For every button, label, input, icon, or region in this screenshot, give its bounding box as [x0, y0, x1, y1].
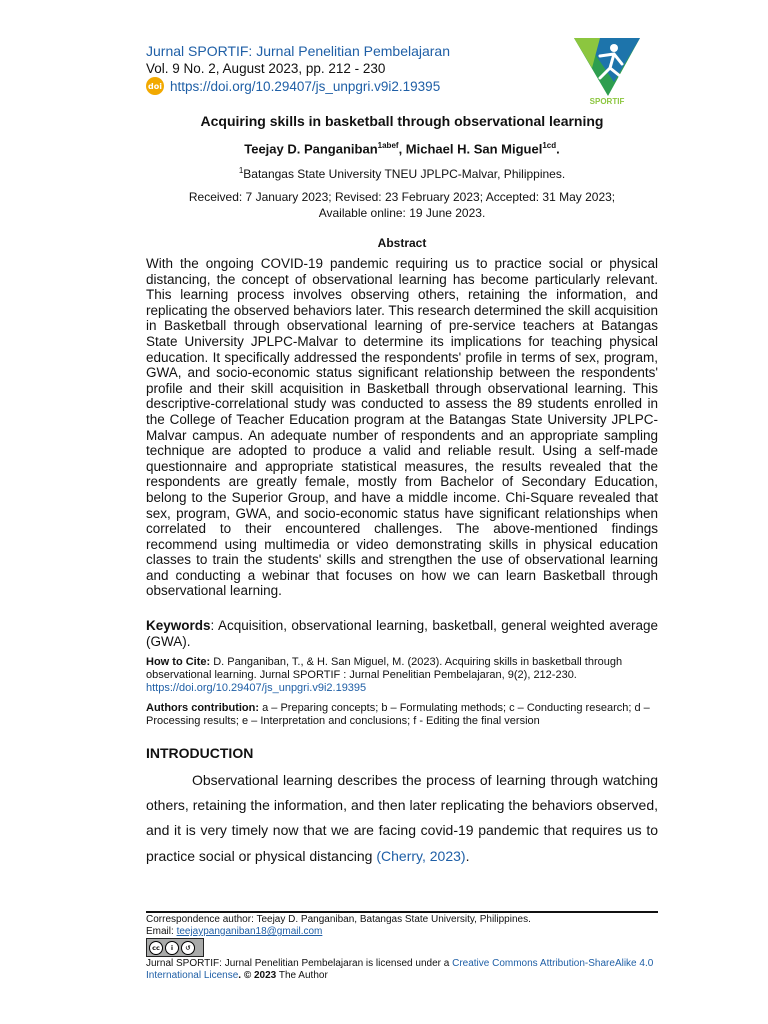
how-to-cite — [146, 656, 658, 696]
keywords-label: Keywords — [146, 618, 211, 633]
author-line — [146, 141, 658, 156]
email-label: Email: — [146, 926, 177, 937]
sportif-logo — [570, 34, 644, 106]
introduction-end: . — [465, 847, 470, 864]
authors-contribution — [146, 702, 658, 728]
footer-divider — [146, 911, 658, 913]
author-2-affil: 1cd — [542, 141, 557, 150]
introduction-heading: INTRODUCTION — [146, 745, 254, 761]
affiliation — [146, 166, 658, 181]
introduction-body: Observational learning describes the process of learning through watching others, retaining the information, and then later replicating the behaviors observed, and it is very timely now that we are facing covid-19 pandemic that requires us to practice social or physical distancing — [146, 772, 658, 864]
keywords — [146, 618, 658, 649]
license-statement — [146, 958, 658, 981]
correspondence-email — [146, 926, 322, 937]
correspondence-author: Correspondence author: Teejay D. Panganiban, Batangas State University, Philippines. — [146, 914, 531, 925]
attribution-icon: i — [165, 941, 179, 955]
email-link[interactable]: teejaypanganiban18@gmail.com — [176, 926, 323, 937]
cc-license-badge[interactable] — [146, 938, 204, 957]
journal-name: Jurnal SPORTIF: Jurnal Penelitian Pembelajaran — [146, 43, 451, 59]
copyright-holder: The Author — [276, 969, 328, 981]
dates-line-1: Received: 7 January 2023; Revised: 23 February 2023; Accepted: 31 May 2023; — [188, 190, 616, 204]
svg-text:SPORTIF: SPORTIF — [589, 97, 625, 106]
copyright-notice: . © 2023 — [238, 969, 277, 981]
keywords-text: : Acquisition, observational learning, basketball, general weighted average (GWA). — [146, 618, 658, 649]
how-to-cite-text: D. Panganiban, T., & H. San Miguel, M. (2023). Acquiring skills in basketball through observational learning. Jurnal SPORTIF : Jurnal Penelitian Pembelajaran, 9(2), 212-230. — [146, 656, 623, 682]
submission-dates — [146, 189, 658, 221]
abstract-text: With the ongoing COVID-19 pandemic requiring us to practice social or physical distancing, the concept of observational learning has become particularly relevant. This learning process involves observing others, retaining the information, and replicating the observed behaviors later. This research determined the skill acquisition in Basketball through observational learning of pre-service teachers at Batangas State University JPLPC-Malvar to determine its implications for teaching physical education. It specifically addressed the respondents' profile in terms of sex, program, GWA, and socio-economic status significant relationship between the respondents' profile and their skill acquisition in Basketball through observational learning. This descriptive-correlational study was conducted to assess the 89 students enrolled in the College of Teacher Education program at the Batangas State University JPLPC-Malvar campus. An adequate number of respondents and an appropriate sampling technique are adopted to produce a valid and reliable result. Using a self-made questionnaire and appropriate statistical measures, the results revealed that the respondents are greatly female, mostly from Bachelor of Secondary Education, belong to the Superior Group, and have a middle income. Chi-Square revealed that sex, program, GWA, and socio-economic status have significant relationships when correlated to their encountered challenges. The above-mentioned findings recommend using multimedia or video demonstrating skills in physical education classes to train the students' skills and strengthen the use of observational learning and conducting a webinar that focuses on how we can learn Basketball through observational learning. — [146, 256, 658, 599]
how-to-cite-label: How to Cite: — [146, 656, 211, 668]
license-text: Jurnal SPORTIF: Jurnal Penelitian Pembelajaran is licensed under a — [146, 958, 453, 969]
how-to-cite-doi-link[interactable]: https://doi.org/10.29407/js_unpgri.v9i2.19395 — [146, 682, 367, 695]
author-line-end: . — [556, 141, 560, 157]
affiliation-text: Batangas State University TNEU JPLPC-Malvar, Philippines. — [243, 167, 566, 181]
citation-link[interactable]: (Cherry, 2023) — [376, 847, 466, 864]
license-link[interactable]: Creative Commons Attribution-ShareAlike 4.0 International License — [146, 958, 654, 981]
contribution-label: Authors contribution: — [146, 702, 260, 714]
contribution-text: a – Preparing concepts; b – Formulating methods; c – Conducting research; d – Processing results; e – Interpretation and conclusions; f - Editing the final version — [146, 702, 650, 728]
abstract-heading: Abstract — [377, 236, 427, 250]
author-2: Michael H. San Miguel — [405, 141, 543, 157]
cc-icon: cc — [149, 941, 163, 955]
journal-volume: Vol. 9 No. 2, August 2023, pp. 212 - 230 — [146, 61, 386, 76]
doi-row — [146, 77, 440, 95]
author-separator: , — [398, 141, 406, 157]
author-1: Teejay D. Panganiban — [244, 141, 378, 157]
paper-title: Acquiring skills in basketball through observational learning — [200, 113, 604, 129]
doi-icon: doi — [146, 77, 164, 95]
dates-line-2: Available online: 19 June 2023. — [318, 206, 486, 220]
author-1-affil: 1abef — [377, 141, 399, 150]
share-alike-icon: ↺ — [181, 941, 195, 955]
affiliation-marker: 1 — [238, 166, 244, 175]
introduction-text — [146, 768, 658, 869]
doi-link[interactable]: https://doi.org/10.29407/js_unpgri.v9i2.19395 — [170, 78, 441, 94]
